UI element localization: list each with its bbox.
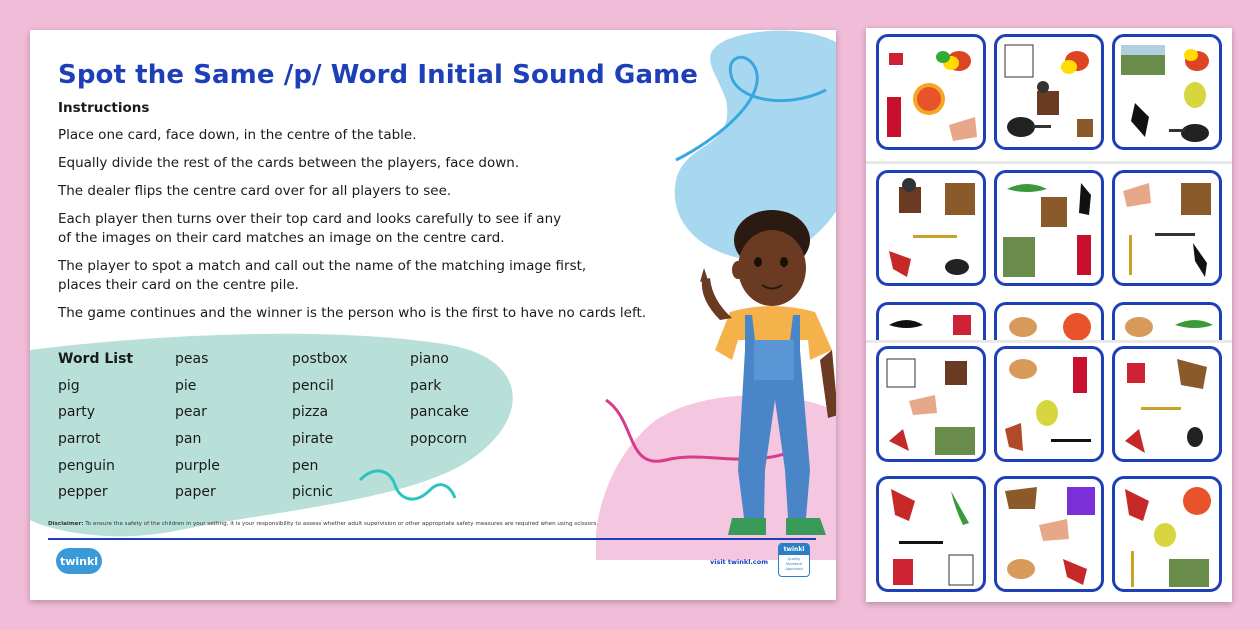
instruction-5-line2: places their card on the centre pile.: [58, 277, 299, 293]
card-separator: [866, 161, 1232, 164]
picture-card[interactable]: [994, 34, 1104, 150]
card-pictures: [879, 37, 983, 147]
word-item: park: [410, 377, 442, 394]
badge-text: Quality Standard Approved: [785, 557, 803, 571]
picture-card[interactable]: [876, 346, 986, 462]
footer-divider: [48, 538, 816, 540]
picture-card[interactable]: [994, 170, 1104, 286]
card-pictures: [1115, 37, 1219, 147]
word-list-heading: Word List: [58, 351, 134, 367]
picture-card[interactable]: [1112, 302, 1222, 342]
card-pictures: [879, 349, 983, 459]
word-list-col-4: [410, 348, 530, 455]
word-item: paper: [175, 484, 216, 501]
word-item: pig: [58, 377, 80, 394]
word-item: parrot: [58, 431, 101, 448]
visit-link[interactable]: visit twinkl.com: [709, 558, 768, 566]
word-item: popcorn: [410, 431, 467, 448]
card-pictures: [997, 349, 1101, 459]
instruction-6: The game continues and the winner is the person who is the first to have no cards left.: [58, 305, 647, 321]
disclaimer: [48, 521, 598, 527]
card-pictures: [1115, 173, 1219, 283]
word-item: pear: [175, 404, 207, 421]
instruction-2: Equally divide the rest of the cards between the players, face down.: [58, 155, 520, 171]
card-pictures: [879, 479, 983, 589]
card-pictures: [997, 173, 1101, 283]
instruction-4-line1: Each player then turns over their top card and looks carefully to see if any: [58, 211, 562, 227]
word-list-col-3: [292, 348, 412, 508]
word-item: pan: [175, 431, 202, 448]
word-item: picnic: [292, 484, 333, 501]
instruction-4-line2: of the images on their card matches an image on the centre card.: [58, 230, 505, 246]
word-item: pirate: [292, 431, 334, 448]
badge-brand: twinkl: [779, 544, 809, 555]
picture-card[interactable]: [1112, 476, 1222, 592]
picture-card[interactable]: [1112, 346, 1222, 462]
card-row-4: [866, 346, 1232, 462]
card-separator: [866, 340, 1232, 343]
word-item: pancake: [410, 404, 469, 421]
picture-card[interactable]: [876, 170, 986, 286]
picture-card[interactable]: [1112, 34, 1222, 150]
picture-card[interactable]: [994, 476, 1104, 592]
card-row-3: [866, 302, 1232, 342]
word-list-col-1: [58, 348, 178, 508]
card-row-2: [866, 170, 1232, 286]
instruction-4: [58, 210, 658, 248]
card-pictures: [997, 305, 1101, 342]
boy-illustration: [660, 200, 836, 560]
picture-card[interactable]: [994, 346, 1104, 462]
word-item: penguin: [58, 457, 115, 474]
word-item: pepper: [58, 484, 108, 501]
word-item: piano: [410, 351, 449, 367]
page-title: Spot the Same /p/ Word Initial Sound Game: [58, 60, 699, 90]
picture-card[interactable]: [876, 302, 986, 342]
picture-card[interactable]: [876, 34, 986, 150]
word-item: pie: [175, 377, 197, 394]
word-item: party: [58, 404, 95, 421]
twinkl-logo[interactable]: twinkl: [56, 548, 102, 574]
card-pictures: [1115, 479, 1219, 589]
quality-badge: [778, 543, 810, 577]
instructions-heading: Instructions: [58, 100, 150, 116]
instruction-3: The dealer flips the centre card over for all players to see.: [58, 183, 452, 199]
word-item: pencil: [292, 377, 334, 394]
word-item: pen: [292, 457, 319, 474]
word-item: pizza: [292, 404, 329, 421]
word-list-col-2: [175, 348, 295, 508]
card-pictures: [997, 479, 1101, 589]
card-pictures: [997, 37, 1101, 147]
disclaimer-label: Disclaimer:: [48, 521, 84, 527]
word-item: purple: [175, 457, 220, 474]
card-row-1: [866, 34, 1232, 150]
picture-card[interactable]: [1112, 170, 1222, 286]
instruction-sheet: [30, 30, 836, 600]
disclaimer-text: To ensure the safety of the children in your setting, it is your responsibility to assess whether adult supervision or other appropriate safety measures are required when using scissors.: [85, 521, 599, 527]
instructions-list: [58, 126, 658, 332]
card-row-5: [866, 476, 1232, 592]
picture-card[interactable]: [876, 476, 986, 592]
card-pictures: [879, 173, 983, 283]
word-item: peas: [175, 351, 209, 367]
card-pictures: [1115, 305, 1219, 342]
instruction-5-line1: The player to spot a match and call out the name of the matching image first,: [58, 258, 587, 274]
picture-card[interactable]: [994, 302, 1104, 342]
card-pictures: [879, 305, 983, 342]
card-pictures: [1115, 349, 1219, 459]
instruction-1: Place one card, face down, in the centre of the table.: [58, 127, 417, 143]
word-item: postbox: [292, 351, 348, 367]
instruction-5: [58, 257, 658, 295]
cards-sheet: [866, 28, 1232, 602]
